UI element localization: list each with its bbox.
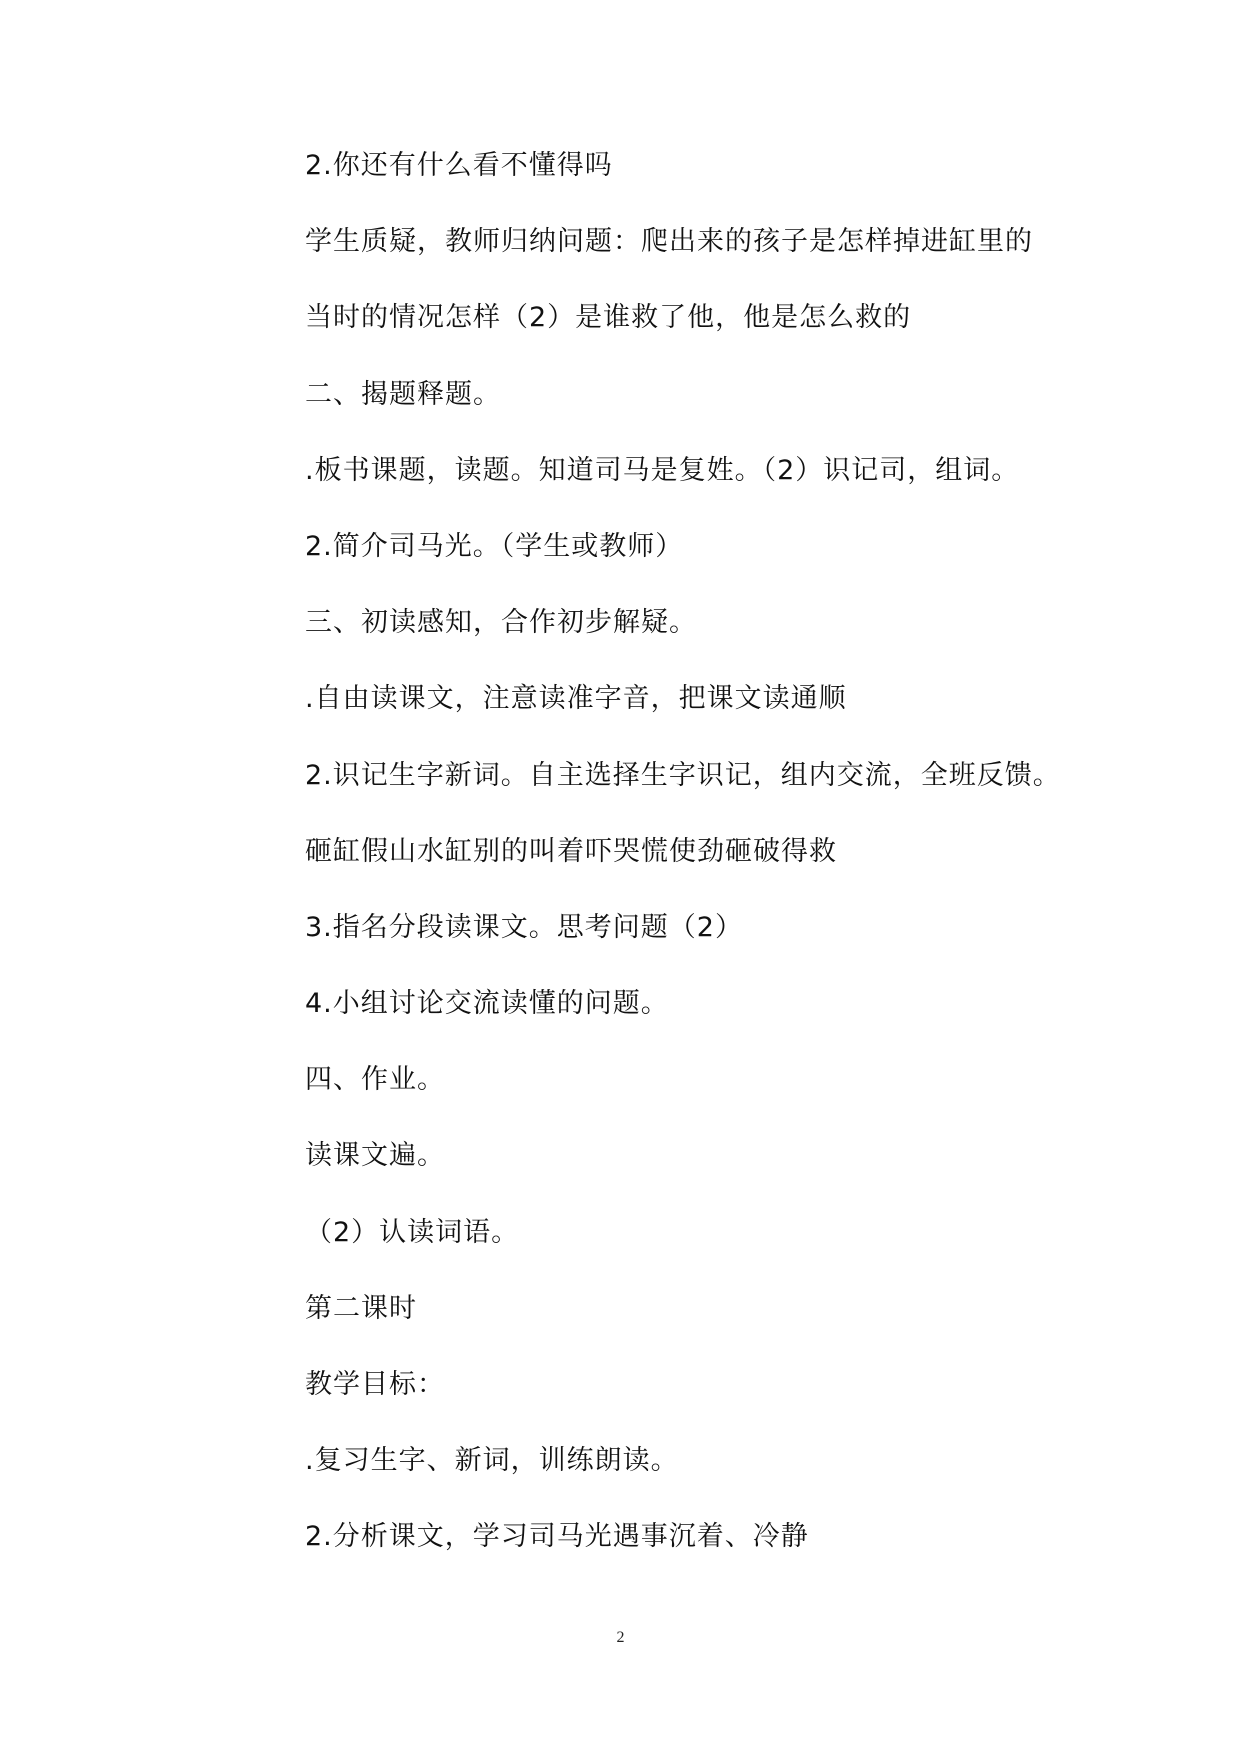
text-line: 3.指名分段读课文。思考问题（2） [305, 911, 743, 943]
text-line: .板书课题，读题。知道司马是复姓。（2）识记司，组词。 [305, 454, 1020, 486]
text-line: 当时的情况怎样（2）是谁救了他，他是怎么救的 [305, 302, 912, 334]
text-line: .自由读课文，注意读准字音，把课文读通顺 [305, 683, 847, 715]
text-line: 学生质疑，教师归纳问题：爬出来的孩子是怎样掉进缸里的 [305, 226, 1033, 258]
text-line: 读课文遍。 [305, 1140, 445, 1172]
section-heading: 第二课时 [305, 1292, 417, 1324]
text-line: 2.分析课文，学习司马光遇事沉着、冷静 [305, 1521, 809, 1553]
text-line: 砸缸假山水缸别的叫着吓哭慌使劲砸破得救 [305, 835, 837, 867]
text-line: 2.简介司马光。（学生或教师） [305, 530, 684, 562]
section-heading: 四、作业。 [305, 1064, 445, 1096]
text-line: .复习生字、新词，训练朗读。 [305, 1445, 679, 1477]
text-line: 2.你还有什么看不懂得吗 [305, 150, 613, 181]
text-line: 4.小组讨论交流读懂的问题。 [305, 988, 669, 1020]
page-number: 2 [616, 1629, 625, 1646]
section-heading: 三、初读感知，合作初步解疑。 [305, 607, 697, 639]
text-line: （2）认读词语。 [305, 1216, 520, 1248]
text-line: 2.识记生字新词。自主选择生字识记，组内交流，全班反馈。 [305, 759, 1061, 791]
text-line: 教学目标： [305, 1369, 445, 1400]
section-heading: 二、揭题释题。 [305, 378, 501, 410]
document-body [305, 148, 1085, 1596]
